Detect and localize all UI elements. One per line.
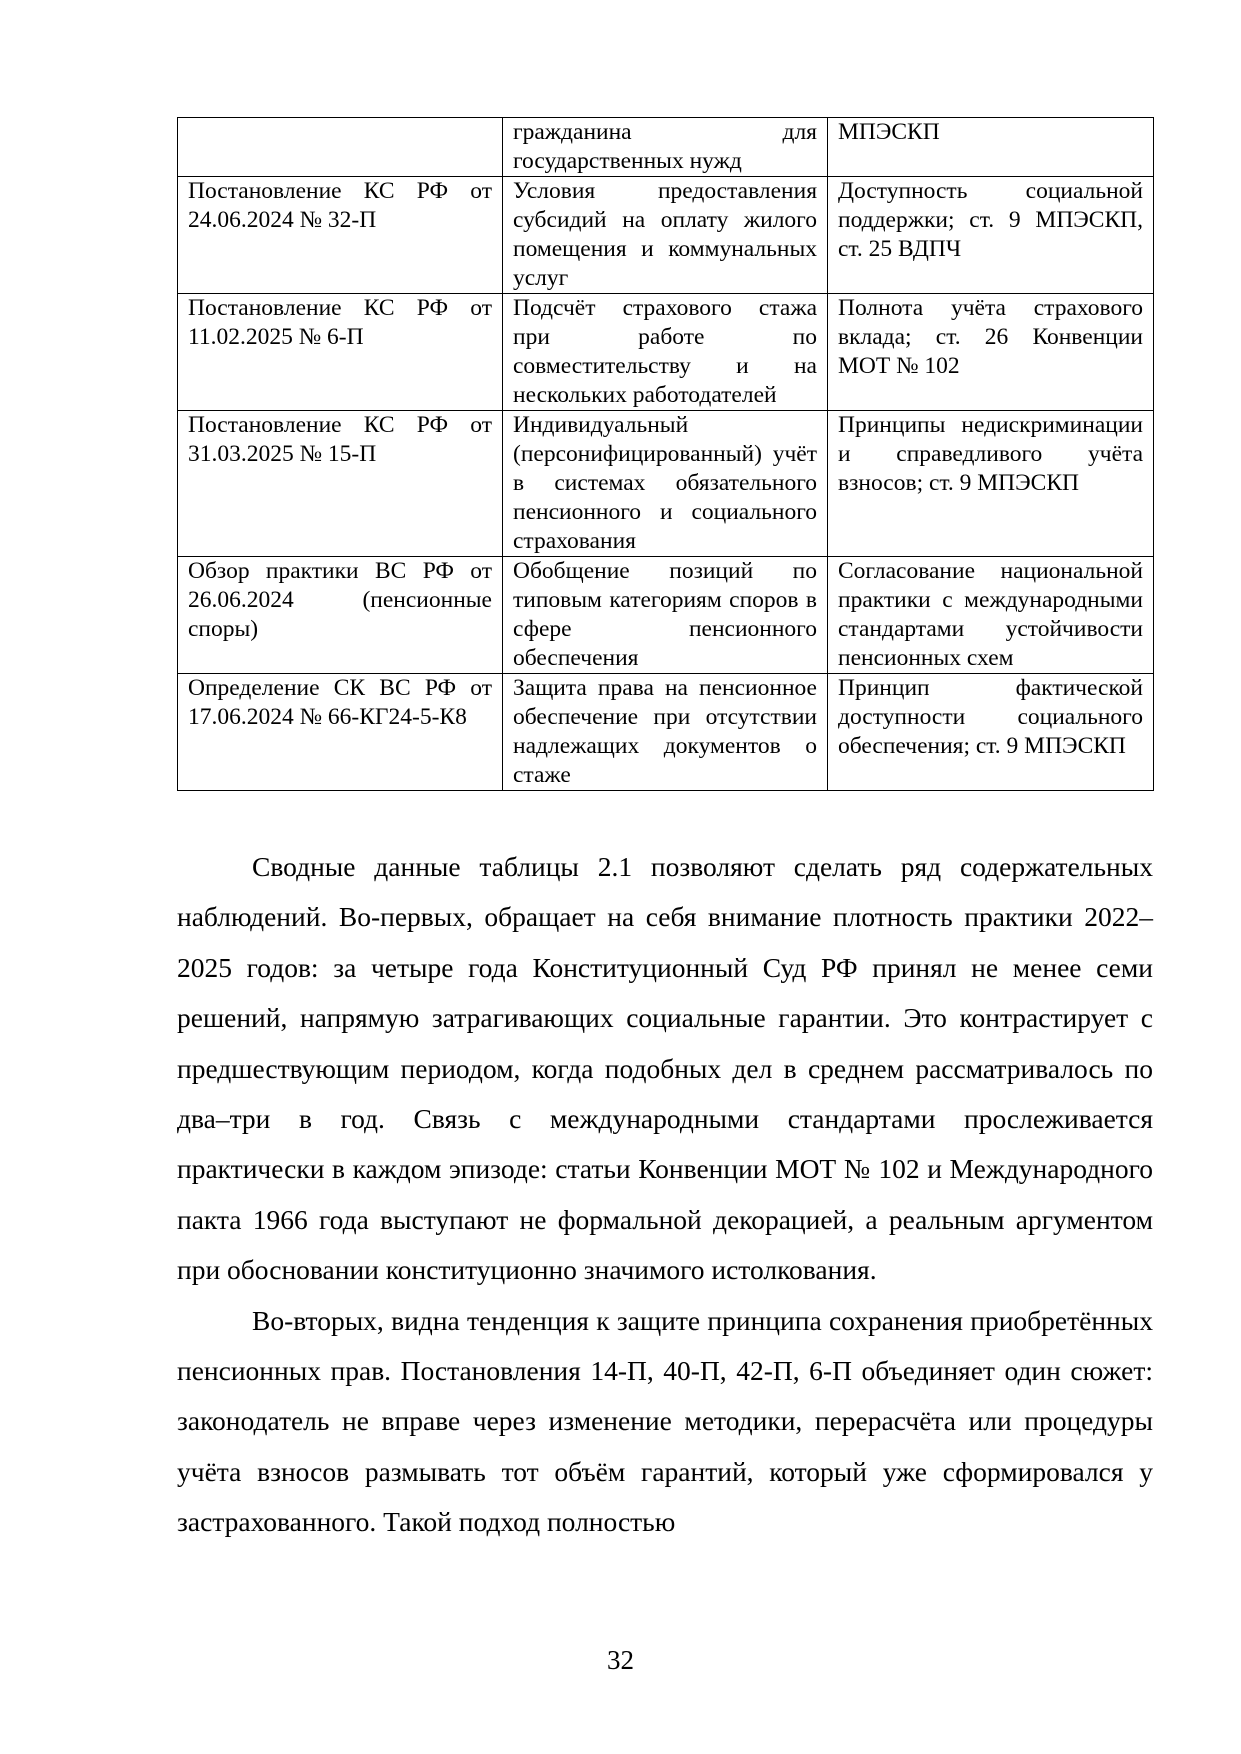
body-text (177, 842, 1153, 1548)
paragraph: Во-вторых, видна тенденция к защите принципа сохранения приобретённых пенсионных прав. Постановления 14-П, 40-П, 42-П, 6-П объединяет один сюжет: законодатель не вправе через изменение методики, перерасчёта или процедуры учёта взносов размывать тот объём гарантий, который уже сформировался у застрахованного. Такой подход полностью (177, 1304, 1153, 1538)
table-cell-decision: Постановление КС РФ от 31.03.2025 № 15-П (178, 411, 503, 557)
table-cell-subject: Подсчёт страхового стажа при работе по совместительству и на нескольких работодателей (503, 294, 828, 411)
table-row (178, 294, 1154, 411)
table-cell-decision: Обзор практики ВС РФ от 26.06.2024 (пенсионные споры) (178, 557, 503, 674)
table-cell-standard: Принцип фактической доступности социального обеспечения; ст. 9 МПЭСКП (828, 674, 1154, 791)
table-row (178, 557, 1154, 674)
table-row (178, 411, 1154, 557)
table-row (178, 177, 1154, 294)
table-cell-standard: Принципы недискриминации и справедливого учёта взносов; ст. 9 МПЭСКП (828, 411, 1154, 557)
table-cell-decision: Постановление КС РФ от 24.06.2024 № 32-П (178, 177, 503, 294)
table-cell-subject: гражданина для государственных нужд (503, 118, 828, 177)
table-cell-standard: Доступность социальной поддержки; ст. 9 МПЭСКП, ст. 25 ВДПЧ (828, 177, 1154, 294)
page-number: 32 (607, 1645, 634, 1675)
table-cell-subject: Индивидуальный (персонифицированный) учёт в системах обязательного пенсионного и социального страхования (503, 411, 828, 557)
table-cell-subject: Условия предоставления субсидий на оплату жилого помещения и коммунальных услуг (503, 177, 828, 294)
court-decisions-table (177, 117, 1154, 791)
table-cell-standard: Полнота учёта страхового вклада; ст. 26 Конвенции МОТ № 102 (828, 294, 1154, 411)
table-cell-subject: Обобщение позиций по типовым категориям споров в сфере пенсионного обеспечения (503, 557, 828, 674)
paragraph: Сводные данные таблицы 2.1 позволяют сделать ряд содержательных наблюдений. Во-первых, обращает на себя внимание плотность практики 2022–2025 годов: за четыре года Конституционный Суд РФ принял не менее семи решений, напрямую затрагивающих социальные гарантии. Это контрастирует с предшествующим периодом, когда подобных дел в среднем рассматривалось по два–три в год. Связь с международными стандартами прослеживается практически в каждом эпизоде: статьи Конвенции МОТ № 102 и Международного пакта 1966 года выступают не формальной декорацией, а реальным аргументом при обосновании конституционно значимого истолкования. (177, 851, 1153, 1286)
table-cell-decision (178, 118, 503, 177)
table-cell-decision: Определение СК ВС РФ от 17.06.2024 № 66-КГ24-5-К8 (178, 674, 503, 791)
table-cell-subject: Защита права на пенсионное обеспечение при отсутствии надлежащих документов о стаже (503, 674, 828, 791)
table-row (178, 674, 1154, 791)
table-cell-decision: Постановление КС РФ от 11.02.2025 № 6-П (178, 294, 503, 411)
table-cell-standard: МПЭСКП (828, 118, 1154, 177)
table-cell-standard: Согласование национальной практики с международными стандартами устойчивости пенсионных схем (828, 557, 1154, 674)
table-row (178, 118, 1154, 177)
